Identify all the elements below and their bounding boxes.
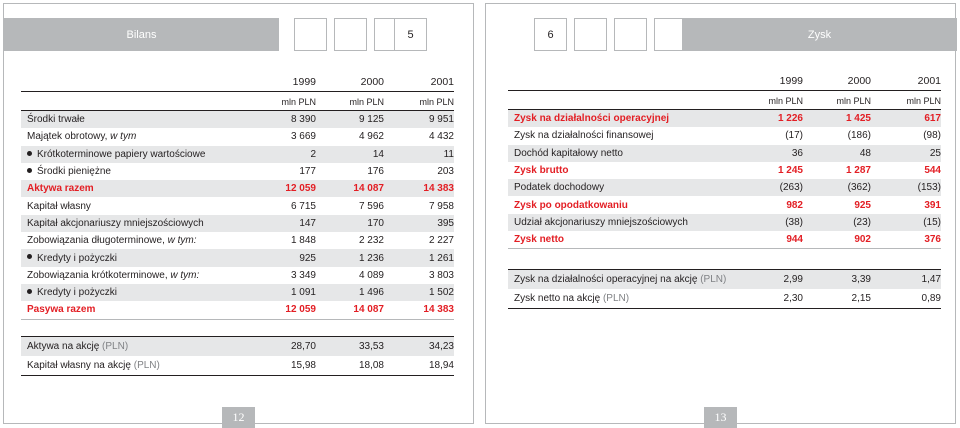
table-row: [508, 179, 941, 196]
row-label-text: Podatek dochodowy: [514, 182, 605, 194]
table-row: [21, 198, 454, 215]
section-header-bilans: [4, 18, 279, 51]
cell-value: 147: [299, 217, 316, 229]
table-row: [21, 128, 454, 145]
row-label-qualifier: w tym:: [167, 269, 200, 281]
cell-value: 3 803: [428, 269, 454, 281]
row-label-text: Zysk brutto: [514, 165, 569, 177]
cell-value: 1 091: [290, 287, 316, 299]
cell-value: 391: [924, 199, 941, 211]
column-unit-label: mln PLN: [419, 97, 454, 107]
row-label-text: Środki trwałe: [27, 114, 85, 126]
section-header-zysk: [682, 18, 957, 51]
table-row: [21, 249, 454, 266]
row-unit: (PLN): [102, 341, 129, 352]
cell-value: (15): [923, 216, 941, 228]
cell-value: 14 087: [353, 304, 384, 316]
cell-value: 4 432: [428, 131, 454, 143]
row-label: [514, 274, 726, 285]
row-label: [514, 130, 654, 141]
cell-value: 1 425: [845, 113, 871, 125]
cell-value: (186): [847, 130, 871, 142]
section-title: Bilans: [126, 28, 157, 41]
cell-value: 2,30: [783, 293, 803, 304]
cell-value: 902: [854, 234, 871, 246]
column-unit-label: mln PLN: [836, 96, 871, 106]
row-label: [27, 304, 95, 315]
row-label: [27, 235, 197, 246]
table-row: [21, 180, 454, 197]
cell-value: 1 287: [845, 165, 871, 177]
row-label-text: Kredyty i pożyczki: [37, 287, 118, 299]
row-label: [514, 148, 623, 159]
cell-value: 925: [299, 252, 316, 264]
cell-value: 18,94: [428, 360, 454, 371]
table-row: [508, 214, 941, 231]
table-row: [508, 162, 941, 179]
table-row: [508, 127, 941, 144]
table-row: [21, 356, 454, 375]
table-bottom-rule: [508, 248, 941, 249]
cell-value: 1,47: [921, 274, 941, 285]
row-label: [27, 360, 160, 371]
table-row: [21, 111, 454, 128]
cell-value: 2,15: [851, 293, 871, 304]
cell-value: 28,70: [290, 341, 316, 352]
table-row: [508, 289, 941, 308]
row-label-qualifier: w tym: [107, 131, 137, 143]
cell-value: 982: [786, 199, 803, 211]
row-label-text: Kredyty i pożyczki: [37, 252, 118, 264]
row-label: [514, 165, 568, 176]
column-year-header: 2000: [847, 75, 871, 87]
row-label-text: Zysk na działalności finansowej: [514, 130, 654, 142]
cell-value: 2 232: [358, 235, 384, 247]
table-row: [21, 284, 454, 301]
row-label: [27, 270, 199, 281]
table-row: [21, 337, 454, 356]
row-unit: (PLN): [700, 274, 727, 285]
cell-value: 0,89: [921, 293, 941, 304]
table-row: [21, 146, 454, 163]
cell-value: 6 715: [290, 200, 316, 212]
table-row: [508, 197, 941, 214]
row-label-text: Zysk na działalności operacyjnej: [514, 113, 670, 125]
cell-value: (98): [923, 130, 941, 142]
row-label-text: Pasywa razem: [27, 304, 96, 316]
cell-value: 14 383: [423, 183, 454, 195]
table-row: [508, 270, 941, 289]
table-row: [21, 267, 454, 284]
cell-value: (153): [917, 182, 941, 194]
table-row: [508, 145, 941, 162]
table-row: [21, 301, 454, 318]
cell-value: 11: [443, 148, 454, 160]
right-page: [485, 3, 956, 424]
header-divider: [508, 90, 941, 91]
cell-value: (17): [785, 130, 803, 142]
cell-value: 3,39: [851, 274, 871, 285]
cell-value: 7 958: [428, 200, 454, 212]
cell-value: 203: [437, 166, 454, 178]
nav-box-2: [334, 18, 367, 51]
cell-value: 177: [299, 166, 316, 178]
cell-value: (263): [779, 182, 803, 194]
cell-value: 8 390: [290, 114, 316, 126]
cell-value: (362): [847, 182, 871, 194]
cell-value: 14 383: [423, 304, 454, 316]
row-label: [27, 253, 117, 264]
cell-value: 944: [786, 234, 803, 246]
cell-value: 1 245: [777, 165, 803, 177]
column-year-header: 1999: [779, 75, 803, 87]
row-label: [27, 131, 136, 142]
cell-value: 12 059: [285, 183, 316, 195]
cell-value: 14: [372, 148, 384, 160]
cell-value: 1 236: [358, 252, 384, 264]
nav-box-1: [574, 18, 607, 51]
cell-value: 617: [924, 113, 941, 125]
cell-value: 7 596: [358, 200, 384, 212]
row-label-text: Zobowiązania krótkoterminowe,: [27, 269, 168, 281]
column-unit-label: mln PLN: [768, 96, 803, 106]
cell-value: 176: [367, 166, 384, 178]
row-label-text: Zysk po opodatkowaniu: [514, 199, 628, 211]
cell-value: 12 059: [285, 304, 316, 316]
row-label-text: Majątek obrotowy,: [27, 131, 108, 143]
row-unit: (PLN): [602, 293, 630, 304]
section-title: Zysk: [807, 28, 832, 41]
per-share-bottom-rule: [21, 375, 454, 376]
cell-value: 1 226: [777, 113, 803, 125]
row-label: [27, 166, 111, 177]
row-label: [514, 217, 688, 228]
row-label: [27, 114, 85, 125]
table-row: [21, 232, 454, 249]
row-label: [514, 234, 564, 245]
row-label-text: Udział akcjonariuszy mniejszościowych: [514, 216, 688, 228]
row-label-text: Zysk netto na akcję: [514, 293, 601, 304]
cell-value: 36: [791, 147, 803, 159]
table-row: [508, 110, 941, 127]
row-label-text: Zysk netto: [514, 234, 565, 246]
column-year-header: 2001: [917, 75, 941, 87]
cell-value: 2 227: [428, 235, 454, 247]
page-number-text: 13: [714, 410, 727, 424]
cell-value: 1 261: [428, 252, 454, 264]
row-label: [27, 287, 117, 298]
page-number: [222, 407, 255, 428]
row-label: [514, 200, 628, 211]
cell-value: 376: [924, 234, 941, 246]
left-page: [3, 3, 474, 424]
row-label-text: Aktywa na akcję: [27, 341, 100, 352]
page-number-text: 12: [232, 410, 245, 424]
cell-value: 15,98: [290, 360, 316, 371]
cell-value: 9 951: [428, 114, 454, 126]
cell-value: (38): [785, 216, 803, 228]
nav-box-2: [614, 18, 647, 51]
cell-value: 48: [859, 147, 871, 159]
cell-value: 33,53: [358, 341, 384, 352]
cell-value: 2: [310, 148, 316, 160]
column-unit-label: mln PLN: [349, 97, 384, 107]
row-label-qualifier: w tym:: [164, 235, 197, 247]
table-row: [21, 215, 454, 232]
row-label: [514, 293, 629, 304]
cell-value: 18,08: [358, 360, 384, 371]
cell-value: 1 848: [290, 235, 316, 247]
row-label-text: Zysk na działalności operacyjnej na akcję: [514, 274, 698, 285]
column-year-header: 2001: [430, 76, 454, 88]
row-label: [27, 201, 91, 212]
cell-value: 3 349: [290, 269, 316, 281]
row-label: [27, 218, 204, 229]
row-label-text: Aktywa razem: [27, 183, 94, 195]
cell-value: 25: [929, 147, 941, 159]
section-number-box: [534, 18, 567, 51]
cell-value: 4 089: [358, 269, 384, 281]
section-number-box: [394, 18, 427, 51]
nav-box-1: [294, 18, 327, 51]
row-label: [514, 113, 669, 124]
row-label-text: Kapitał własny na akcję: [27, 360, 131, 371]
page-number: [704, 407, 737, 428]
cell-value: 34,23: [428, 341, 454, 352]
cell-value: 170: [367, 217, 384, 229]
cell-value: 1 496: [358, 287, 384, 299]
row-label-text: Zobowiązania długoterminowe,: [27, 235, 165, 247]
cell-value: 2,99: [783, 274, 803, 285]
row-label-text: Kapitał akcjonariuszy mniejszościowych: [27, 217, 204, 229]
cell-value: 395: [437, 217, 454, 229]
cell-value: 9 125: [358, 114, 384, 126]
cell-value: 3 669: [290, 131, 316, 143]
cell-value: 14 087: [353, 183, 384, 195]
row-label-text: Środki pieniężne: [37, 166, 111, 178]
cell-value: 1 502: [428, 287, 454, 299]
row-label: [514, 182, 604, 193]
row-label-text: Kapitał własny: [27, 200, 91, 212]
row-unit: (PLN): [133, 360, 160, 371]
table-row: [508, 231, 941, 248]
row-label: [27, 341, 128, 352]
column-unit-label: mln PLN: [281, 97, 316, 107]
table-row: [21, 163, 454, 180]
per-share-bottom-rule: [508, 308, 941, 309]
column-unit-label: mln PLN: [906, 96, 941, 106]
row-label-text: Dochód kapitałowy netto: [514, 147, 623, 159]
row-label: [27, 149, 205, 160]
cell-value: 4 962: [358, 131, 384, 143]
row-label: [27, 183, 94, 194]
cell-value: 925: [854, 199, 871, 211]
cell-value: (23): [853, 216, 871, 228]
section-number: 5: [407, 28, 414, 41]
table-bottom-rule: [21, 319, 454, 320]
section-number: 6: [547, 28, 554, 41]
column-year-header: 2000: [360, 76, 384, 88]
column-year-header: 1999: [292, 76, 316, 88]
cell-value: 544: [924, 165, 941, 177]
row-label-text: Krótkoterminowe papiery wartościowe: [37, 148, 206, 160]
header-divider: [21, 91, 454, 92]
